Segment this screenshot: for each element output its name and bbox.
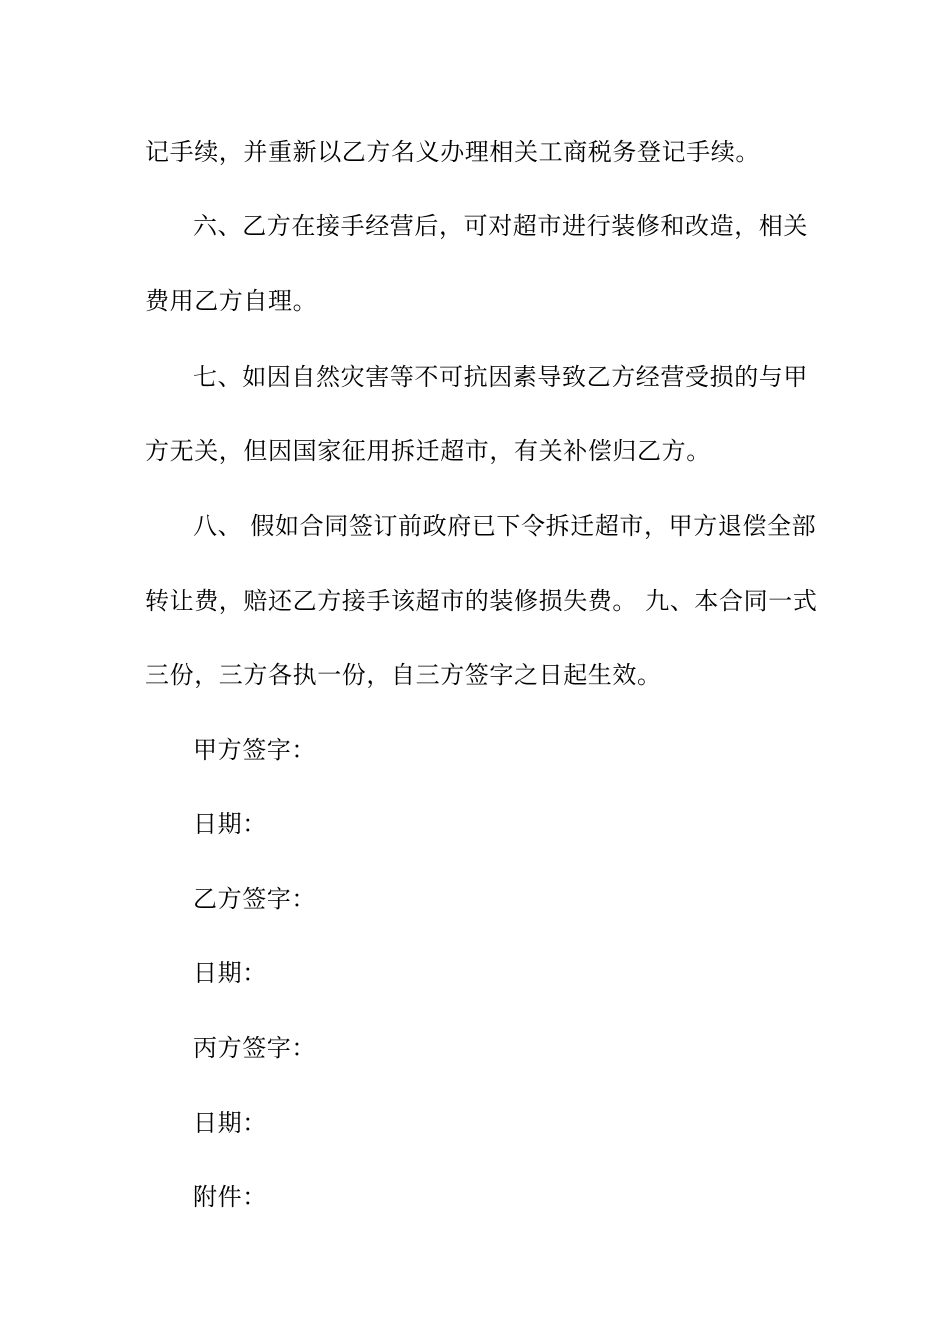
party-b-signature-label: 乙方签字： — [193, 885, 316, 913]
party-c-date-label: 日期： — [193, 1109, 267, 1137]
clause-6-line-1: 六、乙方在接手经营后，可对超市进行装修和改造，相关 — [193, 212, 808, 240]
paragraph-5-continuation: 记手续，并重新以乙方名义办理相关工商税务登记手续。 — [145, 138, 760, 166]
clause-7-line-2: 方无关，但因国家征用拆迁超市，有关补偿归乙方。 — [145, 437, 711, 465]
attachment-label: 附件： — [193, 1183, 267, 1211]
party-b-date-label: 日期： — [193, 959, 267, 987]
clause-6-line-2: 费用乙方自理。 — [145, 287, 318, 315]
party-c-signature-label: 丙方签字： — [193, 1034, 316, 1062]
clause-7-line-1: 七、如因自然灾害等不可抗因素导致乙方经营受损的与甲 — [193, 363, 808, 391]
clause-9-line: 三份，三方各执一份，自三方签字之日起生效。 — [145, 661, 662, 689]
party-a-signature-label: 甲方签字： — [193, 736, 316, 764]
party-a-date-label: 日期： — [193, 810, 267, 838]
clause-8-line-1: 八、 假如合同签订前政府已下令拆迁超市，甲方退偿全部 — [193, 512, 817, 540]
clause-8-line-2: 转让费，赔还乙方接手该超市的装修损失费。 九、本合同一式 — [145, 587, 818, 615]
